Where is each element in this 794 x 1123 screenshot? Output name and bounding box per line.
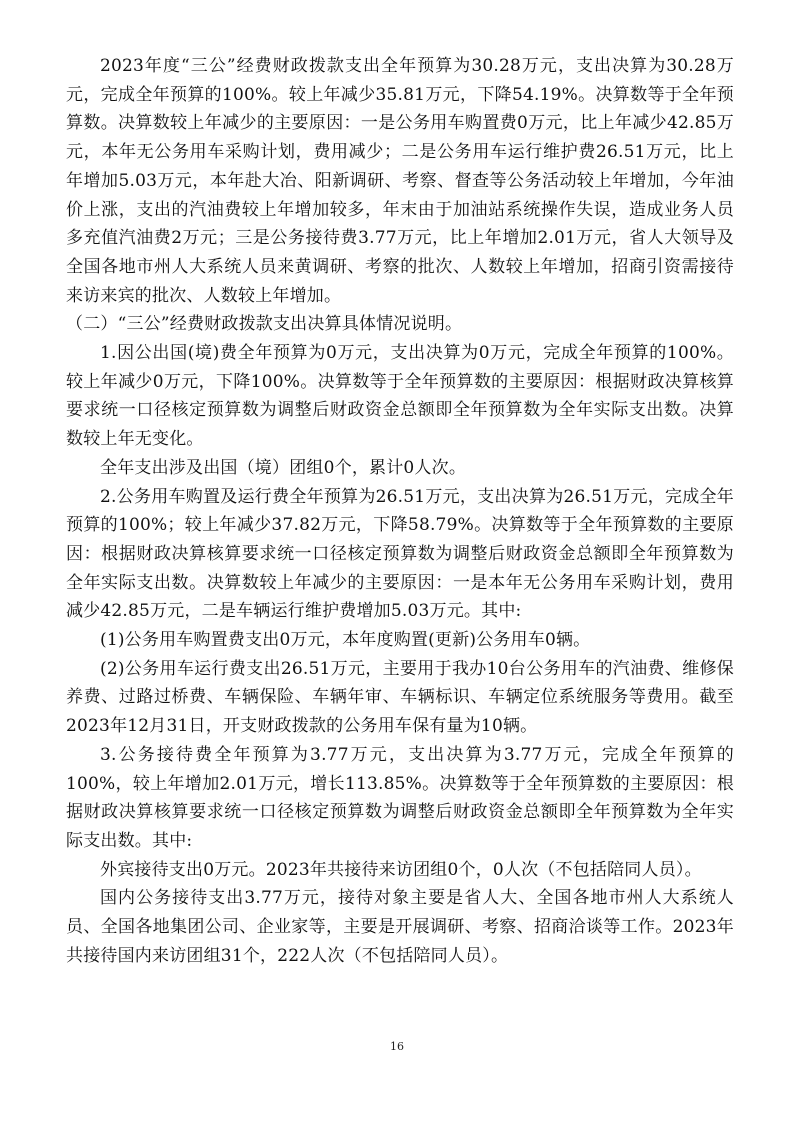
paragraph-overseas-travel: 1.因公出国(境)费全年预算为0万元，支出决算为0万元，完成全年预算的100%。较上年减少0万元，下降100%。决算数等于全年预算数的主要原因：根据财政决算核算要求统一口径核定预算数为调整后财政资金总额即全年预算数为全年实际支出数。决算数较上年无变化。 [66,343,734,450]
paragraph-reception-costs: 3.公务接待费全年预算为3.77万元，支出决算为3.77万元，完成全年预算的100%，较上年增加2.01万元，增长113.85%。决算数等于全年预算数的主要原因：根据财政决算核算要求统一口径核定预算数为调整后财政资金总额即全年预算数为全年实际支出数。其中: [66,744,734,851]
page-number: 16 [390,1040,404,1053]
paragraph-overseas-groups: 全年支出涉及出国（境）团组0个，累计0人次。 [100,457,467,478]
paragraph-vehicle-costs: 2.公务用车购置及运行费全年预算为26.51万元，支出决算为26.51万元，完成全年预算的100%；较上年减少37.82万元，下降58.79%。决算数等于全年预算数的主要原因：根据财政决算核算要求统一口径核定预算数为调整后财政资金总额即全年预算数为全年实际支出数。决算数较上年减少的主要原因：一是本年无公务用车采购计划，费用减少42.85万元，二是车辆运行维护费增加5.03万元。其中: [66,486,734,622]
paragraph-vehicle-operation: (2)公务用车运行费支出26.51万元，主要用于我办10台公务用车的汽油费、维修保养费、过路过桥费、车辆保险、车辆年审、车辆标识、车辆定位系统服务等费用。截至2023年12月31日，开支财政拨款的公务用车保有量为10辆。 [66,658,734,737]
paragraph-domestic-reception: 国内公务接待支出3.77万元，接待对象主要是省人大、全国各地市州人大系统人员、全国各地集团公司、企业家等，主要是开展调研、考察、招商洽谈等工作。2023年共接待国内来访团组31个，222人次（不包括陪同人员）。 [66,888,734,966]
document-page [66,52,734,971]
paragraph-vehicle-purchase: (1)公务用车购置费支出0万元，本年度购置(更新)公务用车0辆。 [100,630,591,651]
section-heading-details: （二）“三公”经费财政拨款支出决算具体情况说明。 [66,314,463,335]
paragraph-foreign-reception: 外宾接待支出0万元。2023年共接待来访团组0个，0人次（不包括陪同人员）。 [100,859,702,880]
paragraph-three-public-summary: 2023年度“三公”经费财政拨款支出全年预算为30.28万元，支出决算为30.28万元，完成全年预算的100%。较上年减少35.81万元，下降54.19%。决算数等于全年预算数。决算数较上年减少的主要原因：一是公务用车购置费0万元，比上年减少42.85万元，本年无公务用车采购计划，费用减少；二是公务用车运行维护费26.51万元，比上年增加5.03万元，本年赴大冶、阳新调研、考察、督查等公务活动较上年增加，今年油价上涨，支出的汽油费较上年增加较多，年末由于加油站系统操作失误，造成业务人员多充值汽油费2万元；三是公务接待费3.77万元，比上年增加2.01万元，省人大领导及全国各地市州人大系统人员来黄调研、考察的批次、人数较上年增加，招商引资需接待来访来宾的批次、人数较上年增加。 [66,56,734,306]
